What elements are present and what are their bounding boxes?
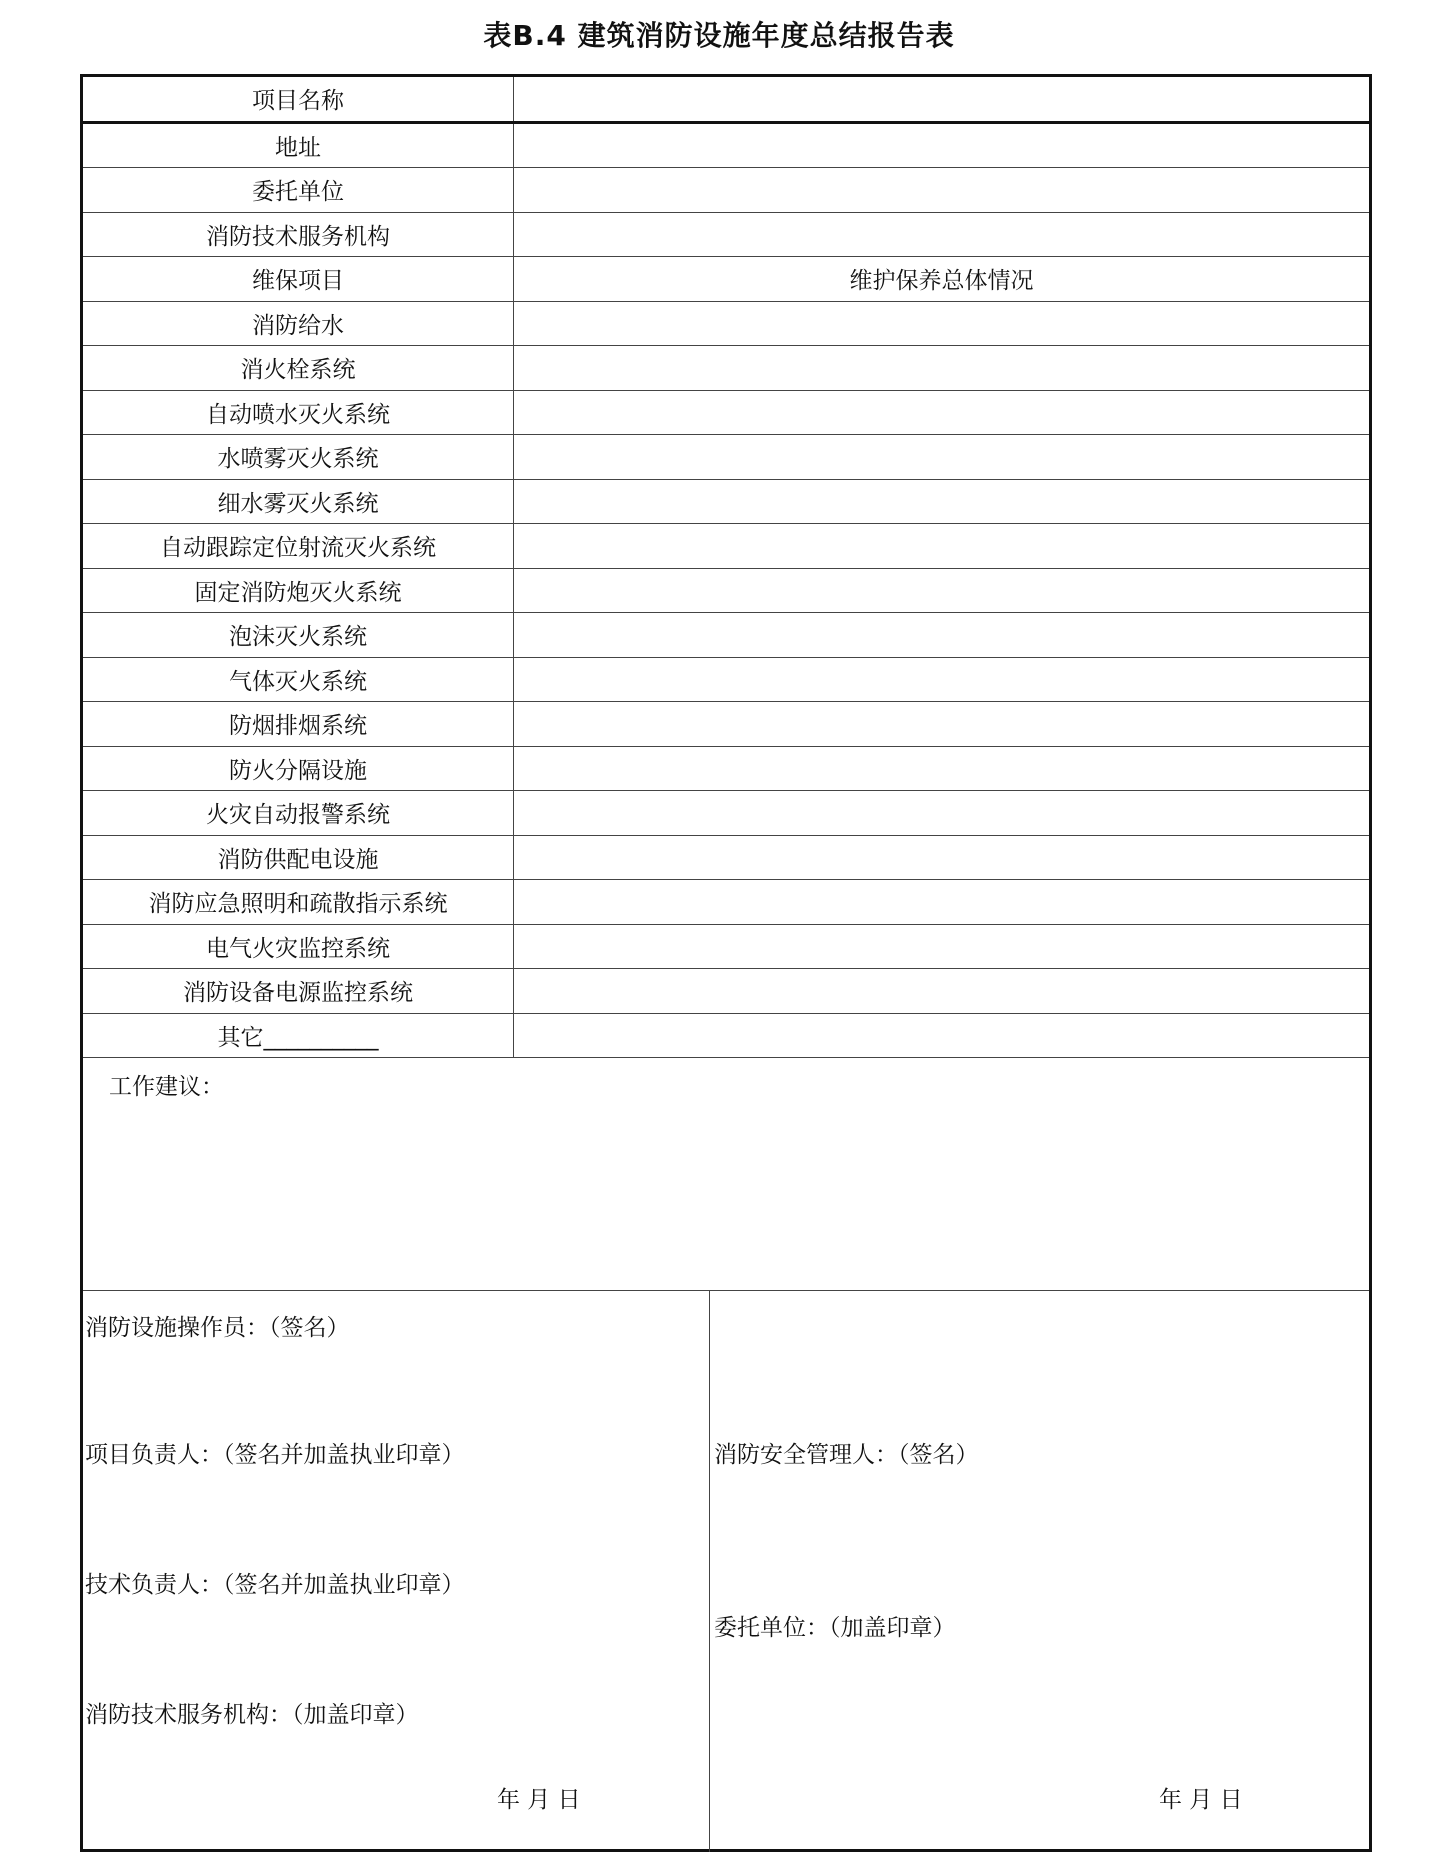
row-value [514, 479, 1370, 524]
table-row [83, 1013, 1369, 1058]
row-value [514, 880, 1370, 925]
table-row [83, 479, 1369, 524]
row-value [514, 212, 1370, 257]
table-row [83, 301, 1369, 346]
row-label: 消防技术服务机构 [83, 212, 514, 257]
table-row [83, 77, 1369, 122]
row-label: 消防给水 [83, 301, 514, 346]
row-label: 消防设备电源监控系统 [83, 969, 514, 1014]
report-form [80, 74, 1372, 1852]
row-label: 消防供配电设施 [83, 835, 514, 880]
table-row [83, 702, 1369, 747]
table-row [83, 524, 1369, 569]
table-row [83, 880, 1369, 925]
row-label: 其它__________ [83, 1013, 514, 1058]
row-label: 泡沫灭火系统 [83, 613, 514, 658]
row-value [514, 390, 1370, 435]
row-label: 防烟排烟系统 [83, 702, 514, 747]
row-label: 委托单位 [83, 168, 514, 213]
row-value [514, 702, 1370, 747]
row-value [514, 969, 1370, 1014]
row-value [514, 301, 1370, 346]
table-row [83, 435, 1369, 480]
table-row [83, 122, 1369, 168]
table-row [83, 657, 1369, 702]
row-value [514, 435, 1370, 480]
row-label: 自动喷水灭火系统 [83, 390, 514, 435]
table-row [83, 613, 1369, 658]
row-value [514, 835, 1370, 880]
agency-seal-label: 消防技术服务机构：（加盖印章） [85, 1702, 419, 1728]
signature-section [83, 1291, 1369, 1852]
row-value [514, 746, 1370, 791]
row-label: 电气火灾监控系统 [83, 924, 514, 969]
maintenance-table [83, 77, 1369, 1058]
table-row [83, 568, 1369, 613]
left-date-label: 年 月 日 [497, 1787, 581, 1813]
table-row [83, 257, 1369, 302]
row-value [514, 122, 1370, 168]
row-label: 维保项目 [83, 257, 514, 302]
work-suggestions-label: 工作建议： [109, 1074, 224, 1100]
right-date-label: 年 月 日 [1159, 1787, 1243, 1813]
row-value [514, 924, 1370, 969]
row-label: 固定消防炮灭火系统 [83, 568, 514, 613]
row-value [514, 568, 1370, 613]
tech-lead-signature-label: 技术负责人：（签名并加盖执业印章） [85, 1572, 465, 1598]
table-row [83, 835, 1369, 880]
row-value [514, 613, 1370, 658]
table-row [83, 791, 1369, 836]
row-value [514, 168, 1370, 213]
table-row [83, 168, 1369, 213]
row-label: 火灾自动报警系统 [83, 791, 514, 836]
work-suggestions-section [83, 1060, 1369, 1291]
project-lead-signature-label: 项目负责人：（签名并加盖执业印章） [85, 1442, 465, 1468]
row-label: 自动跟踪定位射流灭火系统 [83, 524, 514, 569]
table-row [83, 212, 1369, 257]
row-value [514, 791, 1370, 836]
safety-manager-signature-label: 消防安全管理人：（签名） [714, 1442, 979, 1468]
row-value [514, 346, 1370, 391]
row-value [514, 524, 1370, 569]
row-label: 细水雾灭火系统 [83, 479, 514, 524]
row-label: 气体灭火系统 [83, 657, 514, 702]
row-label: 项目名称 [83, 77, 514, 122]
row-label: 防火分隔设施 [83, 746, 514, 791]
row-value [514, 77, 1370, 122]
table-row [83, 969, 1369, 1014]
row-label: 水喷雾灭火系统 [83, 435, 514, 480]
row-value: 维护保养总体情况 [514, 257, 1370, 302]
table-row [83, 924, 1369, 969]
table-row [83, 746, 1369, 791]
operator-signature-label: 消防设施操作员：（签名） [85, 1315, 350, 1341]
page-title: 表B.4 建筑消防设施年度总结报告表 [483, 19, 955, 52]
table-row [83, 346, 1369, 391]
row-label: 消火栓系统 [83, 346, 514, 391]
client-seal-label: 委托单位：（加盖印章） [714, 1615, 956, 1641]
row-label: 地址 [83, 122, 514, 168]
table-row [83, 390, 1369, 435]
row-label: 消防应急照明和疏散指示系统 [83, 880, 514, 925]
row-value [514, 657, 1370, 702]
signature-divider [709, 1291, 710, 1852]
row-value [514, 1013, 1370, 1058]
